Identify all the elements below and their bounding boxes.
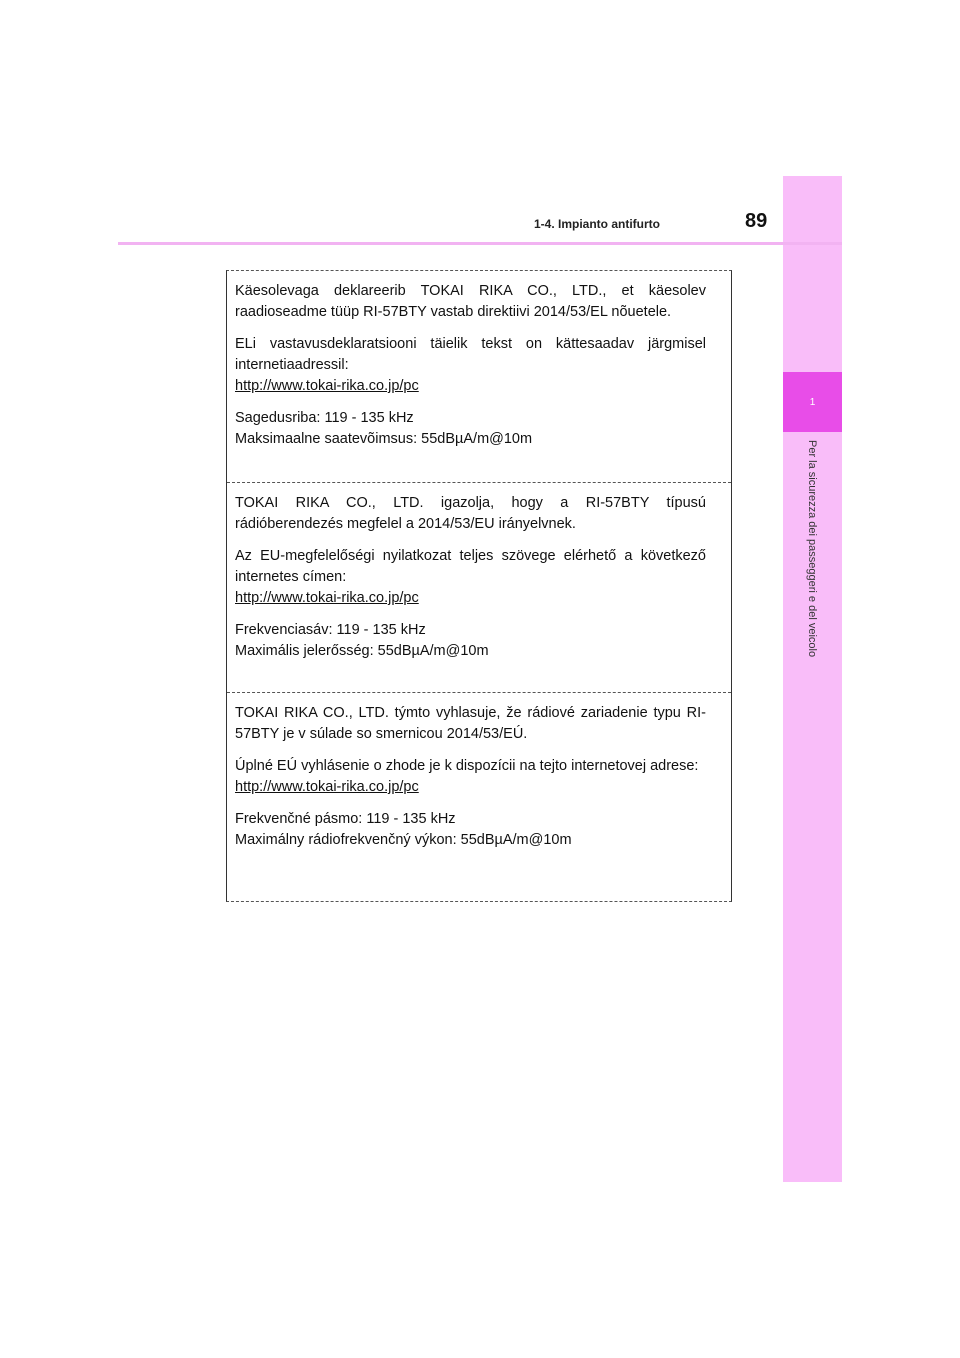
chapter-label: Per la sicurezza dei passeggeri e del veicolo <box>806 440 818 658</box>
declaration-intro: TOKAI RIKA CO., LTD. igazolja, hogy a RI-57BTY típusú rádióberendezés megfelel a 2014/53/EU irányelvnek. <box>235 495 706 532</box>
header-rule <box>118 242 842 245</box>
declaration-url-link[interactable]: http://www.tokai-rika.co.jp/pc <box>235 779 419 795</box>
declaration-power: Maximális jelerősség: 55dBµA/m@10m <box>235 643 489 659</box>
chapter-number-badge <box>783 372 842 432</box>
declaration-estonian <box>227 271 731 482</box>
declaration-intro: Käesolevaga deklareerib TOKAI RIKA CO., LTD., et käesolev raadioseadme tüüp RI-57BTY vastab direktiivi 2014/53/EL nõuetele. <box>235 283 706 320</box>
declaration-url-link[interactable]: http://www.tokai-rika.co.jp/pc <box>235 378 419 394</box>
declaration-intro: TOKAI RIKA CO., LTD. týmto vyhlasuje, že rádiové zariadenie typu RI-57BTY je v súlade so smernicou 2014/53/EÚ. <box>235 705 706 742</box>
declaration-availability: ELi vastavusdeklaratsiooni täielik tekst on kättesaadav järgmisel internetiaadressil: <box>235 336 706 373</box>
declaration-slovak <box>227 692 731 902</box>
declaration-frequency: Sagedusriba: 119 - 135 kHz <box>235 410 414 426</box>
declaration-box <box>226 270 732 902</box>
declaration-hungarian <box>227 482 731 692</box>
declaration-power: Maximálny rádiofrekvenčný výkon: 55dBµA/m@10m <box>235 832 572 848</box>
declaration-availability: Az EU-megfelelőségi nyilatkozat teljes szövege elérhető a következő internetes címen: <box>235 548 706 585</box>
chapter-side-tab <box>783 176 842 1182</box>
declaration-power: Maksimaalne saatevõimsus: 55dBµA/m@10m <box>235 431 533 447</box>
declaration-availability: Úplné EÚ vyhlásenie o zhode je k dispozícii na tejto internetovej adrese: <box>235 758 699 774</box>
declaration-frequency: Frekvenčné pásmo: 119 - 135 kHz <box>235 811 456 827</box>
chapter-number: 1 <box>809 396 816 408</box>
page-number: 89 <box>745 210 768 232</box>
declaration-frequency: Frekvenciasáv: 119 - 135 kHz <box>235 622 426 638</box>
declaration-url-link[interactable]: http://www.tokai-rika.co.jp/pc <box>235 590 419 606</box>
section-title: 1-4. Impianto antifurto <box>534 217 660 231</box>
